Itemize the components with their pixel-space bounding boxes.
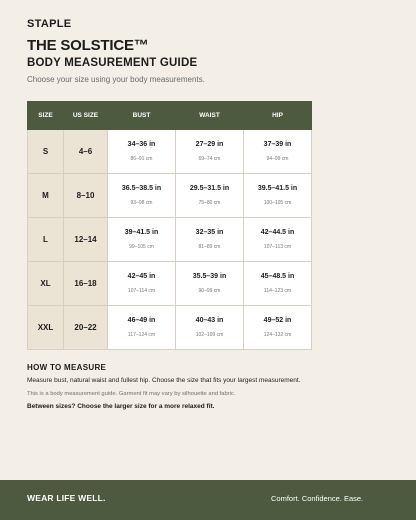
waist-cell <box>176 174 244 218</box>
bust-cell <box>108 130 176 174</box>
waist-centimeters: 102–109 cm <box>195 332 224 338</box>
us-size-cell: 16–18 <box>64 262 108 306</box>
size-cell: M <box>28 174 64 218</box>
waist-inches: 29.5–31.5 in <box>189 185 230 192</box>
size-cell: S <box>28 130 64 174</box>
waist-cell <box>176 130 244 174</box>
table-row <box>28 262 312 306</box>
us-size-cell: 4–6 <box>64 130 108 174</box>
waist-centimeters: 90–99 cm <box>198 288 221 294</box>
hip-centimeters: 107–113 cm <box>263 244 292 250</box>
column-header-size: SIZE <box>28 102 64 130</box>
waist-centimeters: 69–74 cm <box>198 156 221 162</box>
footer-slogan: WEAR LIFE WELL. <box>27 493 106 503</box>
hip-centimeters: 124–132 cm <box>263 332 292 338</box>
how-to-measure-heading: HOW TO MEASURE <box>27 363 107 372</box>
bust-cell <box>108 306 176 350</box>
column-header-bust: BUST <box>108 102 176 130</box>
bust-cell <box>108 262 176 306</box>
table-row <box>28 130 312 174</box>
us-size-cell: 8–10 <box>64 174 108 218</box>
table-row <box>28 174 312 218</box>
hip-inches: 42–44.5 in <box>260 229 295 236</box>
column-header-us-size: US SIZE <box>64 102 108 130</box>
hip-inches: 37–39 in <box>263 141 292 148</box>
page-title: THE SOLSTICE™ <box>27 37 149 54</box>
waist-centimeters: 75–80 cm <box>198 200 221 206</box>
waist-centimeters: 81–89 cm <box>198 244 221 250</box>
table-row <box>28 218 312 262</box>
bust-inches: 34–36 in <box>127 141 156 148</box>
hip-centimeters: 114–123 cm <box>263 288 292 294</box>
column-header-hip: HIP <box>244 102 312 130</box>
bust-inches: 46–49 in <box>127 317 156 324</box>
table-header-row <box>28 102 312 130</box>
size-cell: XXL <box>28 306 64 350</box>
hip-inches: 45–48.5 in <box>260 273 295 280</box>
page-subtitle: BODY MEASUREMENT GUIDE <box>27 57 198 69</box>
hip-cell <box>244 174 312 218</box>
us-size-cell: 20–22 <box>64 306 108 350</box>
waist-inches: 32–35 in <box>195 229 224 236</box>
bust-centimeters: 86–91 cm <box>130 156 153 162</box>
size-cell: L <box>28 218 64 262</box>
size-cell: XL <box>28 262 64 306</box>
hip-cell <box>244 306 312 350</box>
footer-tagline: Comfort. Confidence. Ease. <box>271 494 364 503</box>
waist-cell <box>176 218 244 262</box>
bust-centimeters: 99–105 cm <box>129 244 154 250</box>
hip-inches: 39.5–41.5 in <box>257 185 298 192</box>
fit-disclaimer: This is a body measurement guide. Garment fit may vary by silhouette and fabric. <box>27 391 236 397</box>
between-sizes-tip: Between sizes? Choose the larger size for a more relaxed fit. <box>27 403 215 410</box>
bust-inches: 36.5–38.5 in <box>121 185 162 192</box>
hip-cell <box>244 218 312 262</box>
measure-instructions: Measure bust, natural waist and fullest hip. Choose the size that fits your largest measurement. <box>27 377 301 384</box>
footer-bar <box>0 480 416 520</box>
column-header-waist: WAIST <box>176 102 244 130</box>
waist-inches: 27–29 in <box>195 141 224 148</box>
hip-cell <box>244 262 312 306</box>
bust-centimeters: 107–114 cm <box>127 288 156 294</box>
hip-inches: 49–52 in <box>263 317 292 324</box>
waist-inches: 35.5–39 in <box>192 273 227 280</box>
hip-centimeters: 100–105 cm <box>263 200 292 206</box>
bust-centimeters: 93–98 cm <box>130 200 153 206</box>
bust-inches: 39–41.5 in <box>124 229 159 236</box>
table-row <box>28 306 312 350</box>
size-chart-table <box>27 101 312 350</box>
bust-cell <box>108 218 176 262</box>
brand-name: STAPLE <box>27 18 72 30</box>
hip-cell <box>244 130 312 174</box>
bust-centimeters: 117–124 cm <box>127 332 156 338</box>
intro-text: Choose your size using your body measurements. <box>27 75 205 84</box>
waist-cell <box>176 306 244 350</box>
hip-centimeters: 94–99 cm <box>266 156 289 162</box>
us-size-cell: 12–14 <box>64 218 108 262</box>
waist-inches: 40–43 in <box>195 317 224 324</box>
waist-cell <box>176 262 244 306</box>
bust-inches: 42–45 in <box>127 273 156 280</box>
bust-cell <box>108 174 176 218</box>
